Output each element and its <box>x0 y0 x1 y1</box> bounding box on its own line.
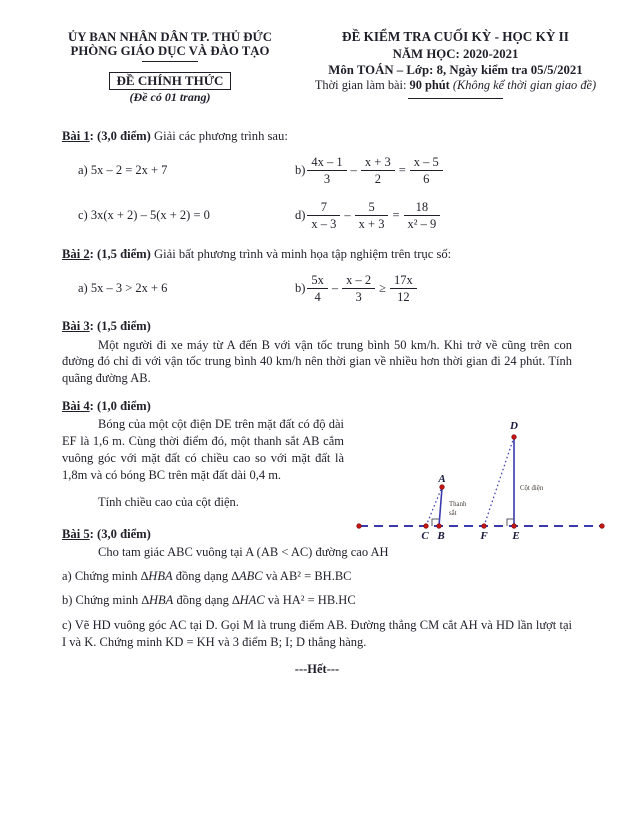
bai-2-row-1 <box>62 271 572 307</box>
bai-5-item-c: c) Vẽ HD vuông góc AC tại D. Gọi M là trung điểm AB. Đường thẳng CM cắt AH và HD lần lượt tại I và K. Chứng minh KD = KH và 3 điểm B; I; D thẳng hàng. <box>62 618 572 649</box>
equation-1d <box>295 200 440 232</box>
bai-1-heading <box>62 129 572 144</box>
operator: = <box>398 163 406 178</box>
bai-4-heading <box>62 399 572 414</box>
section-bai-1 <box>62 129 572 234</box>
school-year: NĂM HỌC: 2020-2021 <box>392 46 519 61</box>
bai-2-heading <box>62 247 572 262</box>
duration-note: (Không kể thời gian giao đề) <box>452 77 597 92</box>
equation-1b <box>295 155 443 187</box>
equation-1a: a) 5x – 2 = 2x + 7 <box>78 163 168 178</box>
bai-4-problem-text: Bóng của một cột điện DE trên mặt đất có độ dài EF là 1,6 m. Cùng thời điểm đó, một thanh sắt AB cắm vuông góc với mặt đất có chiều cao so với mặt đất là 1,8m và có bóng BC trên mặt đất dài 0,4 m. Tính chiều cao của cột điện. <box>62 416 344 511</box>
label-F: F <box>480 529 488 542</box>
label-E: E <box>512 529 520 542</box>
bai-1-points: : (3,0 điểm) <box>89 128 151 143</box>
bai-3-points: : (1,5 điểm) <box>89 318 151 333</box>
point-E <box>512 523 517 528</box>
label-B: B <box>437 529 445 542</box>
bai-5-intro: Cho tam giác ABC vuông tại A (AB < AC) đường cao AH <box>98 544 389 559</box>
geometry-figure <box>352 416 617 548</box>
fraction: $\frac{5x}{4}$ <box>307 273 328 305</box>
pole-caption: Cột điện <box>520 484 544 492</box>
point-right-end <box>600 523 605 528</box>
bai-5-item-b: b) Chứng minh ∆HBA đồng dạng ∆HAC và HA² = HB.HC <box>62 593 356 608</box>
equation-2b <box>295 273 417 305</box>
bai-3-heading <box>62 319 572 334</box>
equation-2a: a) 5x – 3 > 2x + 6 <box>78 281 168 296</box>
bai-5-label: Bài 5 <box>62 526 90 541</box>
operator: – <box>344 208 351 223</box>
duration-prefix: Thời gian làm bài: <box>314 77 410 92</box>
bai-1-row-2 <box>62 198 572 234</box>
point-left-end <box>357 523 362 528</box>
triangle-HAC: ∆HAC <box>232 593 265 608</box>
operator: – <box>331 281 339 296</box>
point-A <box>440 484 445 489</box>
fraction: $\frac{7}{x - 3}$ <box>307 200 340 232</box>
bai-2-points: : (1,5 điểm) <box>89 246 151 261</box>
triangle-HBA: ∆HBA <box>141 593 174 608</box>
exam-body <box>0 129 634 678</box>
equation-1d-label: d) <box>295 208 306 223</box>
subject-date-line: Môn TOÁN – Lớp: 8, Ngày kiểm tra 05/5/2021 <box>328 62 583 77</box>
point-C <box>424 523 429 528</box>
exam-title-block <box>305 30 606 105</box>
label-C: C <box>421 529 429 542</box>
iron-bar-caption-line1: Thanh <box>449 500 467 508</box>
equation-1c: c) 3x(x + 2) – 5(x + 2) = 0 <box>78 208 210 223</box>
fraction: $\frac{17x}{12}$ <box>390 273 417 305</box>
issuer-line-1: ỦY BAN NHÂN DÂN TP. THỦ ĐỨC <box>68 30 272 44</box>
section-bai-3 <box>62 319 572 387</box>
label-D: D <box>510 419 518 432</box>
equation-2b-label: b) <box>295 281 306 296</box>
ray-FD <box>484 437 514 526</box>
issuer-underline <box>142 61 198 62</box>
point-F <box>482 523 487 528</box>
figure-column <box>344 416 572 542</box>
bai-2-desc: Giải bất phương trình và minh họa tập nghiệm trên trục số: <box>150 246 452 261</box>
fraction: $\frac{x + 3}{2}$ <box>361 155 395 187</box>
point-D <box>512 434 517 439</box>
title-underline <box>408 98 503 99</box>
bai-4-label: Bài 4 <box>62 398 90 413</box>
fraction: $\frac{x - 5}{6}$ <box>410 155 443 187</box>
fraction: $\frac{5}{x + 3}$ <box>355 200 389 232</box>
bai-3-problem-text: Một người đi xe máy từ A đến B với vận tốc trung bình 50 km/h. Khi trở về cũng trên con đường đó chỉ đi với vận tốc trung bình 40 km/h nên thời gian về nhiều hơn thời gian đi 24 phút. Tính quãng đường AB. <box>62 337 572 385</box>
duration-line <box>305 79 606 93</box>
header <box>0 0 634 105</box>
issuer-line-2: PHÒNG GIÁO DỤC VÀ ĐÀO TẠO <box>70 44 270 59</box>
bai-4-points: : (1,0 điểm) <box>89 398 151 413</box>
operator: ≥ <box>379 281 387 296</box>
page-count-note: (Đề có 01 trang) <box>129 90 211 105</box>
official-exam-stamp: ĐỀ CHÍNH THỨC <box>109 72 232 91</box>
bai-4-question: Tính chiều cao của cột điện. <box>98 494 239 509</box>
fraction: $\frac{x - 2}{3}$ <box>342 273 375 305</box>
duration-value: 90 phút <box>409 77 453 92</box>
point-B <box>437 523 442 528</box>
bai-3-label: Bài 3 <box>62 318 90 333</box>
exam-title: ĐỀ KIỂM TRA CUỐI KỲ - HỌC KỲ II <box>342 29 569 44</box>
fraction: $\frac{4x - 1}{3}$ <box>307 155 346 187</box>
label-A: A <box>438 472 446 485</box>
bai-1-label: Bài 1 <box>62 128 90 143</box>
bai-5-points: : (3,0 điểm) <box>89 526 151 541</box>
operator: – <box>350 163 357 178</box>
equation-1b-label: b) <box>295 163 306 178</box>
triangle-HBA: ∆HBA <box>140 568 173 583</box>
section-bai-2 <box>62 247 572 307</box>
fraction: $\frac{18}{\text{x² – 9}}$ <box>404 200 441 232</box>
issuer-block <box>45 30 295 105</box>
bai-1-row-1 <box>62 153 572 189</box>
end-of-exam-mark: ---Hết--- <box>294 662 340 677</box>
bai-2-label: Bài 2 <box>62 246 90 261</box>
operator: = <box>392 208 400 223</box>
triangle-ABC: ∆ABC <box>231 568 263 583</box>
bai-1-desc: Giải các phương trình sau: <box>150 128 288 143</box>
bai-5-item-a: a) Chứng minh ∆HBA đồng dạng ∆ABC và AB² = BH.BC <box>62 568 352 583</box>
iron-bar-caption-line2: sắt <box>449 509 457 517</box>
